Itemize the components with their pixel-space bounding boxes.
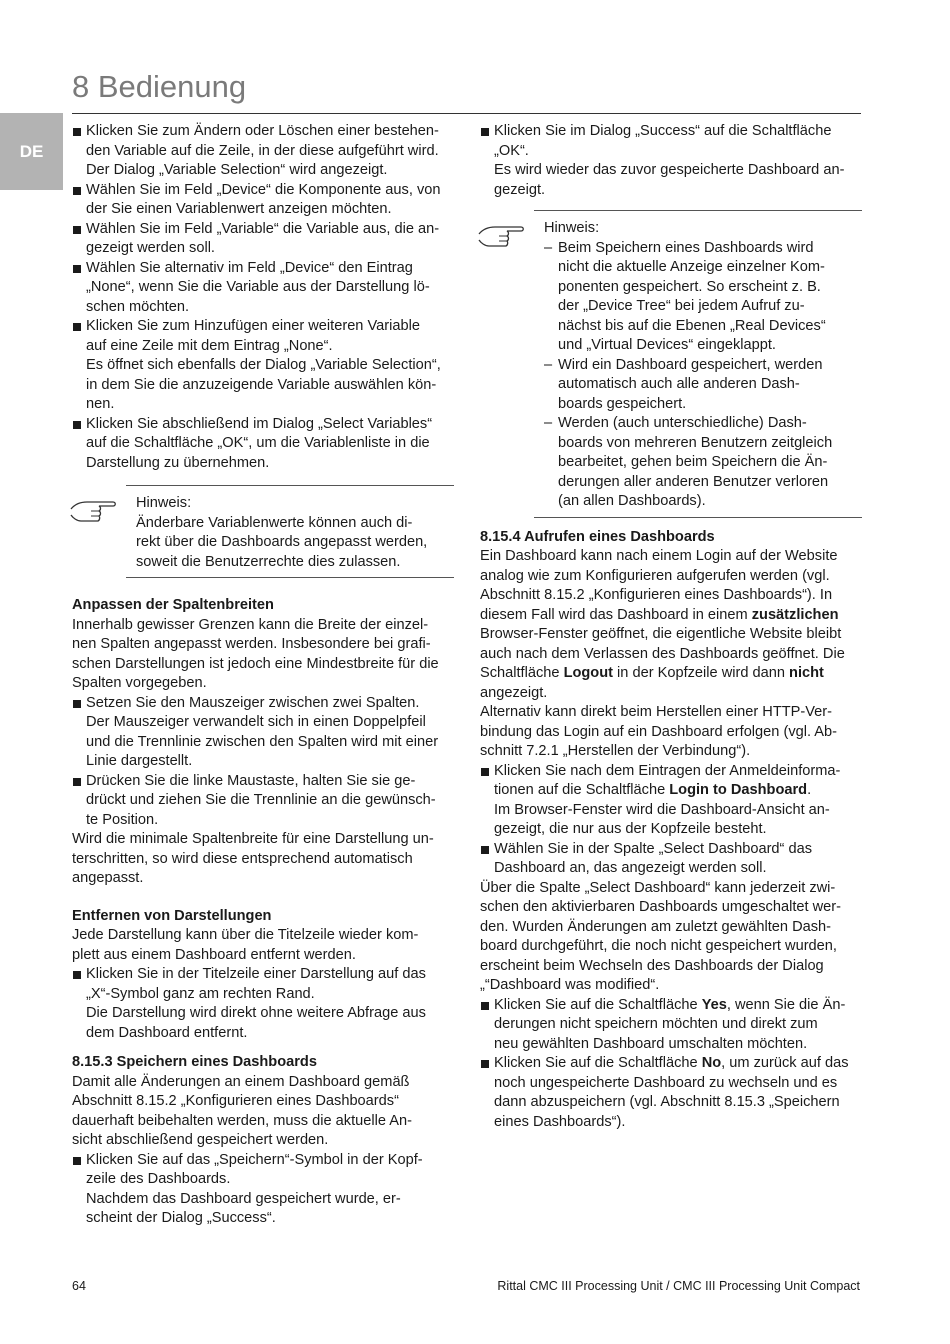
text-line: angezeigt. (480, 684, 548, 701)
note-dash-item (544, 414, 862, 512)
text-line: Browser-Fenster geöffnet, die eigentliche Website bleibt (480, 626, 842, 642)
text-line: auch nach dem Verlassen des Dashboards geöffnet. Die (480, 645, 845, 662)
bold-text: nicht (789, 665, 824, 681)
bold-text: Logout (563, 665, 613, 681)
text-line: der „Device Tree“ bei jedem Aufruf zu- (558, 298, 805, 314)
text-line: Setzen Sie den Mauszeiger zwischen zwei Spalten. (86, 694, 420, 711)
text-line: Jede Darstellung kann über die Titelzeile wieder kom- (72, 927, 419, 943)
bullet-item (480, 996, 862, 1055)
text-line: Nachdem das Dashboard gespeichert wurde, er- (86, 1190, 401, 1207)
paragraph (72, 926, 454, 965)
text-line: sicht abschließend gespeichert werden. (72, 1132, 329, 1148)
text-line: „None“, wenn Sie die Variable aus der Darstellung lö- (86, 279, 430, 295)
text-line: nen. (86, 396, 115, 412)
text-line: in der Kopfzeile wird dann (613, 665, 790, 681)
text-line: schen Darstellungen ist jedoch eine Mindestbreite für die (72, 655, 439, 672)
pointing-hand-icon (69, 496, 119, 526)
header-rule (72, 113, 861, 114)
paragraph (72, 616, 454, 694)
bullet-item (72, 220, 454, 259)
text-line: nächst bis auf die Ebenen „Real Devices“ (558, 317, 826, 334)
bold-text: No (701, 1055, 722, 1071)
text-line: (an allen Dashboards). (558, 493, 706, 509)
text-line: Der Dialog „Variable Selection“ wird angezeigt. (86, 162, 388, 178)
text-line: Darstellung zu übernehmen. (86, 454, 270, 471)
bold-text: Yes (701, 996, 727, 1013)
text-line: dauerhaft beibehalten werden, muss die aktuelle An- (72, 1112, 412, 1129)
text-line: Klicken Sie nach dem Eintragen der Anmeldeinforma- (494, 762, 841, 779)
text-line: te Position. (86, 811, 159, 828)
text-line: Werden (auch unterschiedliche) Dash- (558, 415, 807, 431)
bullet-item (72, 965, 454, 1043)
section-heading: 8.15.3 Speichern eines Dashboards (72, 1054, 317, 1070)
text-line: Alternativ kann direkt beim Herstellen einer HTTP-Ver- (480, 704, 833, 720)
text-line: Klicken Sie auf die Schaltfläche (494, 996, 702, 1013)
section-heading: Entfernen von Darstellungen (72, 907, 272, 924)
text-line: „OK“. (494, 142, 529, 159)
text-line: Hinweis: (136, 495, 192, 511)
text-line: Wählen Sie im Feld „Device“ die Komponente aus, von (86, 181, 441, 198)
section-heading: Anpassen der Spaltenbreiten (72, 597, 274, 613)
bullet-item (72, 772, 454, 831)
text-line: nen Spalten angepasst werden. Insbesondere bei grafi- (72, 636, 431, 652)
note-title: Hinweis: (544, 220, 600, 236)
text-line: „“Dashboard was modified“. (480, 977, 660, 993)
note-box (126, 485, 454, 578)
text-line: neu gewählten Dashboard umschalten möchten. (494, 1035, 808, 1052)
text-line: schen den aktivierbaren Dashboards umgeschaltet wer- (480, 899, 841, 915)
bullet-item (480, 840, 862, 879)
text-line: noch ungespeicherte Dashboard zu wechseln und es (494, 1074, 838, 1091)
text-line: Klicken Sie im Dialog „Success“ auf die Schaltfläche (494, 123, 832, 139)
bullet-item (72, 122, 454, 181)
bold-text: Login to Dashboard (669, 782, 808, 798)
text-line: Klicken Sie abschließend im Dialog „Select Variables“ (86, 415, 433, 432)
text-line: soweit die Benutzerrechte dies zulassen. (136, 553, 401, 570)
text-line: Es wird wieder das zuvor gespeicherte Dashboard an- (494, 162, 845, 178)
note-dash-item (544, 356, 862, 415)
text-line: Abschnitt 8.15.2 „Konfigurieren eines Dashboards“ (72, 1093, 399, 1109)
text-line: Wählen Sie im Feld „Variable“ die Variable aus, die an- (86, 220, 440, 237)
text-line: Klicken Sie auf die Schaltfläche (494, 1055, 702, 1071)
text-line: Über die Spalte „Select Dashboard“ kann jederzeit zwi- (480, 879, 836, 896)
text-line: boards gespeichert. (558, 395, 687, 412)
note-box (534, 210, 862, 518)
text-line: gezeigt werden soll. (86, 240, 215, 256)
text-line: diesem Fall wird das Dashboard in einem (480, 606, 752, 623)
paragraph (72, 830, 454, 889)
text-line: tionen auf die Schaltfläche (494, 782, 670, 798)
text-line: Im Browser-Fenster wird die Dashboard-Ansicht an- (494, 801, 830, 818)
text-line: scheint der Dialog „Success“. (86, 1210, 276, 1226)
text-line: Linie dargestellt. (86, 753, 193, 769)
bullet-item (72, 694, 454, 772)
bullet-item (72, 259, 454, 318)
text-line: rekt über die Dashboards angepasst werden, (136, 534, 428, 550)
text-line: Wählen Sie alternativ im Feld „Device“ den Eintrag (86, 259, 413, 276)
text-line: derungen aller anderen Benutzer verloren (558, 473, 829, 490)
text-line: Wird ein Dashboard gespeichert, werden (558, 356, 823, 373)
footer-title: Rittal CMC III Processing Unit / CMC III Processing Unit Compact (497, 1279, 860, 1293)
bullet-item (480, 122, 862, 200)
bullet-item (72, 317, 454, 415)
bullet-item (480, 1054, 862, 1132)
text-line: auf eine Zeile mit dem Eintrag „None“. (86, 337, 333, 354)
text-line: dann abzuspeichern (vgl. Abschnitt 8.15.3 „Speichern (494, 1094, 840, 1110)
note-dash-item (544, 239, 862, 356)
text-line: , wenn Sie die Än- (726, 996, 846, 1013)
text-line: derungen nicht speichern möchten und direkt zum (494, 1016, 818, 1032)
text-line: schen möchten. (86, 298, 190, 315)
left-column (72, 122, 454, 1229)
section-heading: 8.15.4 Aufrufen eines Dashboards (480, 528, 715, 545)
text-line: gezeigt. (494, 181, 546, 198)
paragraph (480, 547, 862, 703)
text-line: Innerhalb gewisser Grenzen kann die Breite der einzel- (72, 616, 429, 633)
text-line: erscheint beim Wechseln des Dashboards der Dialog (480, 957, 824, 974)
text-line: den. Wurden Änderungen am zuletzt gewählten Dash- (480, 918, 832, 935)
text-line: Die Darstellung wird direkt ohne weitere Abfrage aus (86, 1005, 426, 1021)
text-line: Ein Dashboard kann nach einem Login auf der Website (480, 548, 838, 564)
text-line: auf die Schaltfläche „OK“, um die Variablenliste in die (86, 435, 430, 451)
text-line: plett aus einem Dashboard entfernt werden. (72, 946, 356, 963)
text-line: boards von mehreren Benutzern zeitgleich (558, 434, 833, 451)
note-text (136, 494, 454, 572)
paragraph (480, 879, 862, 996)
text-line: Abschnitt 8.15.2 „Konfigurieren eines Dashboards“). In (480, 587, 833, 603)
text-line: Klicken Sie in der Titelzeile einer Darstellung auf das (86, 966, 426, 982)
text-line: Klicken Sie zum Hinzufügen einer weiteren Variable (86, 318, 420, 334)
text-line: in dem Sie die anzuzeigende Variable auswählen kön- (86, 376, 437, 393)
paragraph (72, 1073, 454, 1151)
bullet-item (72, 181, 454, 220)
text-line: und die Trennlinie zwischen den Spalten wird mit einer (86, 733, 439, 750)
text-line: Beim Speichern eines Dashboards wird (558, 239, 814, 256)
text-line: drückt und ziehen Sie die Trennlinie an die gewünsch- (86, 792, 436, 808)
bold-text: zusätzlichen (751, 606, 839, 623)
text-line: nicht die aktuelle Anzeige einzelner Kom- (558, 259, 825, 275)
text-line: terschritten, so wird diese entsprechend automatisch (72, 850, 413, 867)
text-line: Klicken Sie auf das „Speichern“-Symbol in der Kopf- (86, 1151, 423, 1168)
text-line: Es öffnet sich ebenfalls der Dialog „Variable Selection“, (86, 357, 441, 373)
text-line: den Variable auf die Zeile, in der diese aufgeführt wird. (86, 142, 439, 159)
language-tab: DE (0, 113, 63, 190)
text-line: und „Virtual Devices“ eingeklappt. (558, 337, 776, 353)
text-line: Wird die minimale Spaltenbreite für eine Darstellung un- (72, 831, 434, 847)
text-line: analog wie zum Konfigurieren aufgerufen werden (vgl. (480, 567, 830, 584)
text-line: angepasst. (72, 870, 144, 886)
text-line: ponenten gespeichert. So erscheint z. B. (558, 278, 821, 295)
text-line: Der Mauszeiger verwandelt sich in einen Doppelpfeil (86, 714, 426, 730)
text-line: . (807, 782, 812, 798)
text-line: der Sie einen Variablenwert anzeigen möchten. (86, 201, 392, 217)
text-line: Wählen Sie in der Spalte „Select Dashboard“ das (494, 840, 812, 857)
text-line: zeile des Dashboards. (86, 1171, 231, 1187)
bullet-item (480, 762, 862, 840)
right-column (480, 122, 862, 1132)
text-line: Schaltfläche (480, 665, 564, 681)
text-line: board durchgeführt, die noch nicht gespeichert wurden, (480, 938, 837, 954)
text-line: gezeigt, die nur aus der Kopfzeile besteht. (494, 821, 767, 837)
text-line: bindung das Login auf ein Dashboard erfolgen (vgl. Ab- (480, 723, 837, 740)
page-number: 64 (72, 1279, 86, 1293)
bullet-item (72, 1151, 454, 1229)
text-line: dem Dashboard entfernt. (86, 1024, 248, 1041)
bullet-item (72, 415, 454, 474)
text-line: eines Dashboards“). (494, 1113, 626, 1130)
text-line: Spalten vorgegeben. (72, 675, 207, 691)
text-line: „X“-Symbol ganz am rechten Rand. (86, 985, 315, 1002)
text-line: bearbeitet, gehen beim Speichern die Än- (558, 454, 828, 470)
text-line: Klicken Sie zum Ändern oder Löschen einer bestehen- (86, 123, 439, 139)
text-line: , um zurück auf das (721, 1055, 849, 1071)
chapter-title: 8 Bedienung (72, 69, 247, 104)
paragraph (480, 703, 862, 762)
text-line: Dashboard an, das angezeigt werden soll. (494, 860, 767, 876)
text-line: automatisch auch alle anderen Dash- (558, 376, 800, 392)
text-line: Damit alle Änderungen an einem Dashboard gemäß (72, 1073, 410, 1090)
text-line: Drücken Sie die linke Maustaste, halten Sie sie ge- (86, 772, 416, 789)
text-line: Änderbare Variablenwerte können auch di- (136, 514, 413, 531)
pointing-hand-icon (477, 221, 527, 251)
text-line: schnitt 7.2.1 „Herstellen der Verbindung“). (480, 743, 751, 759)
